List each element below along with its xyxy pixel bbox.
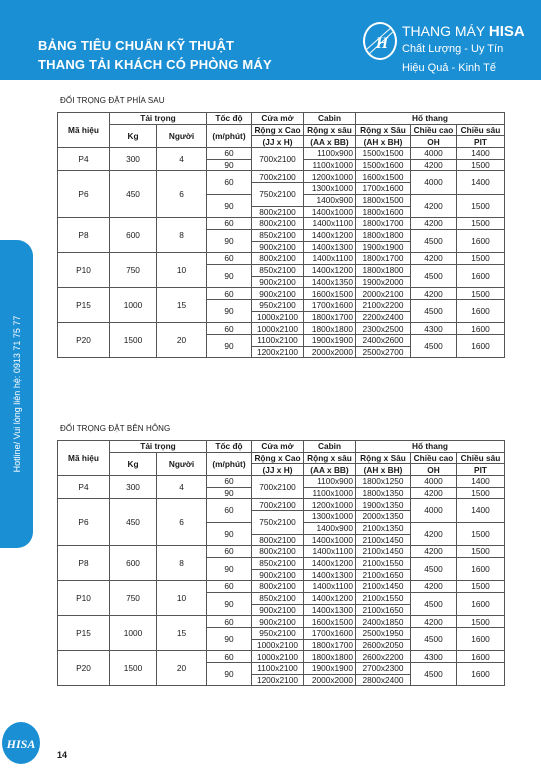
pit-cell: 1500	[457, 194, 505, 217]
persons-cell: 8	[157, 546, 207, 581]
page-number: 14	[57, 750, 68, 760]
door-cell: 900x2100	[252, 604, 304, 616]
col-header-door: Cửa mở	[252, 113, 304, 125]
door-cell: 850x2100	[252, 557, 304, 569]
model-code-cell: P10	[58, 581, 110, 616]
persons-cell: 20	[157, 651, 207, 686]
cabin-cell: 1300x1000	[304, 511, 356, 523]
model-code-cell: P20	[58, 651, 110, 686]
speed-cell: 90	[207, 557, 252, 580]
shaft-size-cell: 2300x2500	[356, 323, 411, 335]
speed-cell: 60	[207, 218, 252, 230]
pit-cell: 1600	[457, 335, 505, 358]
col-header-mpm: (m/phút)	[207, 452, 252, 475]
col-header-pit-sub2: PIT	[457, 136, 505, 148]
cabin-cell: 1600x1500	[304, 616, 356, 628]
cabin-cell: 1700x1600	[304, 300, 356, 312]
door-cell: 750x2100	[252, 183, 304, 206]
cabin-cell: 1400x1300	[304, 569, 356, 581]
overhead-cell: 4200	[411, 546, 457, 558]
speed-cell: 60	[207, 323, 252, 335]
door-cell: 700x2100	[252, 476, 304, 499]
cabin-cell: 1400x1000	[304, 206, 356, 218]
shaft-size-cell: 2000x2100	[356, 288, 411, 300]
shaft-size-cell: 1800x1500	[356, 194, 411, 206]
shaft-size-cell: 2100x1450	[356, 581, 411, 593]
persons-cell: 10	[157, 253, 207, 288]
col-header-oh-sub2: OH	[411, 464, 457, 476]
shaft-size-cell: 1500x1500	[356, 148, 411, 160]
col-header-oh-sub1: Chiều cao	[411, 124, 457, 136]
cabin-cell: 1900x1900	[304, 335, 356, 347]
cabin-cell: 1800x1800	[304, 651, 356, 663]
speed-cell: 90	[207, 628, 252, 651]
cabin-cell: 1100x1000	[304, 487, 356, 499]
cabin-cell: 1400x1100	[304, 253, 356, 265]
speed-cell: 60	[207, 651, 252, 663]
col-header-cabin-sub1: Rộng x sâu	[304, 124, 356, 136]
col-header-kg: Kg	[110, 124, 157, 147]
shaft-size-cell: 2000x1350	[356, 511, 411, 523]
overhead-cell: 4000	[411, 476, 457, 488]
shaft-size-cell: 2500x2700	[356, 346, 411, 358]
persons-cell: 6	[157, 171, 207, 218]
persons-cell: 20	[157, 323, 207, 358]
load-kg-cell: 600	[110, 218, 157, 253]
pit-cell: 1500	[457, 487, 505, 499]
slogan-1: Chất Lượng - Uy Tín	[402, 43, 504, 55]
col-header-door-sub1: Rộng x Cao	[252, 124, 304, 136]
shaft-size-cell: 2100x1450	[356, 534, 411, 546]
shaft-size-cell: 2100x1650	[356, 604, 411, 616]
speed-cell: 60	[207, 148, 252, 160]
shaft-size-cell: 2100x1350	[356, 522, 411, 534]
spec-table-side	[57, 440, 505, 686]
pit-cell: 1600	[457, 663, 505, 686]
col-header-load: Tải trọng	[110, 441, 207, 453]
shaft-size-cell: 1900x1350	[356, 499, 411, 511]
load-kg-cell: 750	[110, 581, 157, 616]
page-header	[0, 0, 541, 80]
pit-cell: 1600	[457, 557, 505, 580]
persons-cell: 4	[157, 148, 207, 171]
model-code-cell: P6	[58, 499, 110, 546]
speed-cell: 60	[207, 499, 252, 522]
shaft-size-cell: 2200x2400	[356, 311, 411, 323]
pit-cell: 1600	[457, 651, 505, 663]
col-header-door-sub1: Rộng x Cao	[252, 452, 304, 464]
brand-block	[402, 24, 525, 76]
shaft-size-cell: 1800x1700	[356, 218, 411, 230]
hotline-tab	[0, 240, 33, 548]
speed-cell: 90	[207, 522, 252, 545]
load-kg-cell: 1000	[110, 616, 157, 651]
cabin-cell: 1400x1100	[304, 546, 356, 558]
speed-cell: 90	[207, 335, 252, 358]
load-kg-cell: 300	[110, 476, 157, 499]
overhead-cell: 4500	[411, 592, 457, 615]
shaft-size-cell: 1800x1700	[356, 253, 411, 265]
pit-cell: 1500	[457, 253, 505, 265]
speed-cell: 90	[207, 264, 252, 287]
shaft-size-cell: 2400x2600	[356, 335, 411, 347]
cabin-cell: 1400x1300	[304, 604, 356, 616]
pit-cell: 1600	[457, 264, 505, 287]
cabin-cell: 1300x1000	[304, 183, 356, 195]
shaft-size-cell: 1800x1350	[356, 487, 411, 499]
table-row	[58, 546, 505, 558]
overhead-cell: 4500	[411, 663, 457, 686]
col-header-cabin-sub1: Rộng x sâu	[304, 452, 356, 464]
table-row	[58, 218, 505, 230]
persons-cell: 10	[157, 581, 207, 616]
pit-cell: 1400	[457, 476, 505, 488]
col-header-door: Cửa mở	[252, 441, 304, 453]
door-cell: 1000x2100	[252, 639, 304, 651]
slogan-2: Hiệu Quả - Kinh Tế	[402, 62, 496, 74]
col-header-persons: Người	[157, 452, 207, 475]
col-header-cabin-sub2: (AA x BB)	[304, 464, 356, 476]
door-cell: 950x2100	[252, 628, 304, 640]
model-code-cell: P15	[58, 288, 110, 323]
door-cell: 1000x2100	[252, 311, 304, 323]
persons-cell: 4	[157, 476, 207, 499]
overhead-cell: 4500	[411, 335, 457, 358]
model-code-cell: P4	[58, 476, 110, 499]
cabin-cell: 1700x1600	[304, 628, 356, 640]
cabin-cell: 1400x900	[304, 522, 356, 534]
pit-cell: 1600	[457, 229, 505, 252]
overhead-cell: 4000	[411, 148, 457, 160]
shaft-size-cell: 2100x1550	[356, 557, 411, 569]
shaft-size-cell: 1800x1250	[356, 476, 411, 488]
persons-cell: 8	[157, 218, 207, 253]
footer-logo-icon	[2, 722, 40, 764]
door-cell: 800x2100	[252, 581, 304, 593]
col-header-door-sub2: (JJ x H)	[252, 136, 304, 148]
door-cell: 1100x2100	[252, 335, 304, 347]
persons-cell: 6	[157, 499, 207, 546]
shaft-size-cell: 1800x1600	[356, 206, 411, 218]
door-cell: 1100x2100	[252, 663, 304, 675]
door-cell: 1000x2100	[252, 323, 304, 335]
door-cell: 750x2100	[252, 511, 304, 534]
door-cell: 700x2100	[252, 148, 304, 171]
col-header-mpm: (m/phút)	[207, 124, 252, 147]
svg-text:HISA: HISA	[6, 737, 36, 751]
table-row	[58, 288, 505, 300]
cabin-cell: 1100x1000	[304, 159, 356, 171]
shaft-size-cell: 1500x1600	[356, 159, 411, 171]
load-kg-cell: 450	[110, 171, 157, 218]
col-header-kg: Kg	[110, 452, 157, 475]
overhead-cell: 4500	[411, 229, 457, 252]
col-header-shaft: Hố thang	[356, 113, 505, 125]
pit-cell: 1400	[457, 148, 505, 160]
shaft-size-cell: 2400x1850	[356, 616, 411, 628]
col-header-persons: Người	[157, 124, 207, 147]
shaft-size-cell: 1700x1600	[356, 183, 411, 195]
col-header-shaft-sub1: Rộng x Sâu	[356, 452, 411, 464]
speed-cell: 90	[207, 194, 252, 217]
overhead-cell: 4500	[411, 628, 457, 651]
shaft-size-cell: 1600x1500	[356, 171, 411, 183]
col-header-pit-sub1: Chiều sâu	[457, 452, 505, 464]
col-header-speed: Tốc độ	[207, 441, 252, 453]
cabin-cell: 2000x2000	[304, 674, 356, 686]
pit-cell: 1600	[457, 323, 505, 335]
pit-cell: 1600	[457, 300, 505, 323]
model-code-cell: P20	[58, 323, 110, 358]
door-cell: 850x2100	[252, 229, 304, 241]
speed-cell: 60	[207, 476, 252, 488]
col-header-shaft-sub2: (AH x BH)	[356, 464, 411, 476]
cabin-cell: 1400x1300	[304, 241, 356, 253]
pit-cell: 1500	[457, 288, 505, 300]
pit-cell: 1500	[457, 581, 505, 593]
door-cell: 900x2100	[252, 288, 304, 300]
overhead-cell: 4300	[411, 651, 457, 663]
door-cell: 900x2100	[252, 569, 304, 581]
model-code-cell: P4	[58, 148, 110, 171]
door-cell: 900x2100	[252, 616, 304, 628]
cabin-cell: 1800x1700	[304, 639, 356, 651]
shaft-size-cell: 2500x1950	[356, 628, 411, 640]
table-row	[58, 171, 505, 183]
door-cell: 850x2100	[252, 592, 304, 604]
cabin-cell: 1400x1200	[304, 229, 356, 241]
table-row	[58, 616, 505, 628]
col-header-speed: Tốc độ	[207, 113, 252, 125]
shaft-size-cell: 2100x1650	[356, 569, 411, 581]
hotline-text: Hotline/ Vui lòng liên hệ: 0913 71 75 77	[11, 315, 22, 473]
cabin-cell: 1800x1700	[304, 311, 356, 323]
table-row	[58, 476, 505, 488]
table-row	[58, 499, 505, 511]
col-header-cabin-sub2: (AA x BB)	[304, 136, 356, 148]
speed-cell: 90	[207, 159, 252, 171]
shaft-size-cell: 1900x1900	[356, 241, 411, 253]
cabin-cell: 1400x1100	[304, 218, 356, 230]
col-header-pit-sub1: Chiều sâu	[457, 124, 505, 136]
door-cell: 1200x2100	[252, 346, 304, 358]
load-kg-cell: 600	[110, 546, 157, 581]
col-header-model: Mã hiệu	[58, 113, 110, 148]
pit-cell: 1500	[457, 616, 505, 628]
cabin-cell: 1600x1500	[304, 288, 356, 300]
speed-cell: 60	[207, 253, 252, 265]
col-header-cabin: Cabin	[304, 441, 356, 453]
overhead-cell: 4200	[411, 159, 457, 171]
cabin-cell: 1400x1000	[304, 534, 356, 546]
load-kg-cell: 750	[110, 253, 157, 288]
col-header-oh-sub2: OH	[411, 136, 457, 148]
persons-cell: 15	[157, 288, 207, 323]
col-header-shaft-sub2: (AH x BH)	[356, 136, 411, 148]
cabin-cell: 1200x1000	[304, 499, 356, 511]
col-header-load: Tải trọng	[110, 113, 207, 125]
col-header-door-sub2: (JJ x H)	[252, 464, 304, 476]
speed-cell: 60	[207, 288, 252, 300]
shaft-size-cell: 2700x2300	[356, 663, 411, 675]
hisa-logo-icon	[363, 22, 397, 60]
overhead-cell: 4500	[411, 264, 457, 287]
section-title-rear: ĐỐI TRỌNG ĐẶT PHÍA SAU	[60, 96, 165, 105]
brand-name: THANG MÁY HISA	[402, 23, 525, 40]
speed-cell: 90	[207, 300, 252, 323]
col-header-oh-sub1: Chiều cao	[411, 452, 457, 464]
overhead-cell: 4200	[411, 581, 457, 593]
speed-cell: 60	[207, 546, 252, 558]
load-kg-cell: 1000	[110, 288, 157, 323]
table-row	[58, 148, 505, 160]
door-cell: 700x2100	[252, 499, 304, 511]
overhead-cell: 4200	[411, 522, 457, 545]
persons-cell: 15	[157, 616, 207, 651]
model-code-cell: P8	[58, 546, 110, 581]
speed-cell: 90	[207, 592, 252, 615]
table-row	[58, 323, 505, 335]
col-header-shaft: Hố thang	[356, 441, 505, 453]
model-code-cell: P15	[58, 616, 110, 651]
col-header-shaft-sub1: Rộng x Sâu	[356, 124, 411, 136]
door-cell: 800x2100	[252, 206, 304, 218]
speed-cell: 60	[207, 171, 252, 194]
door-cell: 1200x2100	[252, 674, 304, 686]
cabin-cell: 1400x1200	[304, 592, 356, 604]
shaft-size-cell: 2600x2050	[356, 639, 411, 651]
col-header-pit-sub2: PIT	[457, 464, 505, 476]
model-code-cell: P10	[58, 253, 110, 288]
shaft-size-cell: 2800x2400	[356, 674, 411, 686]
cabin-cell: 1400x1350	[304, 276, 356, 288]
door-cell: 900x2100	[252, 276, 304, 288]
shaft-size-cell: 2100x2200	[356, 300, 411, 312]
speed-cell: 90	[207, 229, 252, 252]
speed-cell: 90	[207, 487, 252, 499]
door-cell: 1000x2100	[252, 651, 304, 663]
title-line-1: BẢNG TIÊU CHUẨN KỸ THUẬT	[38, 38, 235, 53]
pit-cell: 1600	[457, 628, 505, 651]
shaft-size-cell: 1900x2000	[356, 276, 411, 288]
cabin-cell: 1400x1100	[304, 581, 356, 593]
pit-cell: 1500	[457, 546, 505, 558]
door-cell: 900x2100	[252, 241, 304, 253]
section-title-side: ĐỐI TRỌNG ĐẶT BÊN HÔNG	[60, 424, 171, 433]
pit-cell: 1600	[457, 592, 505, 615]
door-cell: 800x2100	[252, 218, 304, 230]
overhead-cell: 4300	[411, 323, 457, 335]
overhead-cell: 4200	[411, 616, 457, 628]
spec-table-rear	[57, 112, 505, 358]
overhead-cell: 4500	[411, 300, 457, 323]
overhead-cell: 4200	[411, 288, 457, 300]
cabin-cell: 1900x1900	[304, 663, 356, 675]
model-code-cell: P6	[58, 171, 110, 218]
col-header-model: Mã hiệu	[58, 441, 110, 476]
cabin-cell: 1400x1200	[304, 557, 356, 569]
speed-cell: 60	[207, 616, 252, 628]
load-kg-cell: 1500	[110, 323, 157, 358]
pit-cell: 1400	[457, 171, 505, 194]
col-header-cabin: Cabin	[304, 113, 356, 125]
load-kg-cell: 300	[110, 148, 157, 171]
pit-cell: 1500	[457, 159, 505, 171]
shaft-size-cell: 1800x1800	[356, 264, 411, 276]
door-cell: 800x2100	[252, 534, 304, 546]
table-row	[58, 581, 505, 593]
door-cell: 850x2100	[252, 264, 304, 276]
cabin-cell: 1400x1200	[304, 264, 356, 276]
shaft-size-cell: 2100x1450	[356, 546, 411, 558]
svg-text:H: H	[375, 35, 389, 52]
overhead-cell: 4200	[411, 253, 457, 265]
overhead-cell: 4200	[411, 218, 457, 230]
door-cell: 800x2100	[252, 546, 304, 558]
shaft-size-cell: 2100x1550	[356, 592, 411, 604]
table-row	[58, 253, 505, 265]
model-code-cell: P8	[58, 218, 110, 253]
table-row	[58, 651, 505, 663]
cabin-cell: 1400x900	[304, 194, 356, 206]
door-cell: 700x2100	[252, 171, 304, 183]
pit-cell: 1500	[457, 522, 505, 545]
pit-cell: 1400	[457, 499, 505, 522]
door-cell: 950x2100	[252, 300, 304, 312]
overhead-cell: 4200	[411, 194, 457, 217]
overhead-cell: 4000	[411, 499, 457, 522]
cabin-cell: 1100x900	[304, 476, 356, 488]
title-line-2: THANG TẢI KHÁCH CÓ PHÒNG MÁY	[38, 57, 272, 72]
cabin-cell: 2000x2000	[304, 346, 356, 358]
speed-cell: 90	[207, 663, 252, 686]
overhead-cell: 4000	[411, 171, 457, 194]
cabin-cell: 1200x1000	[304, 171, 356, 183]
overhead-cell: 4500	[411, 557, 457, 580]
load-kg-cell: 1500	[110, 651, 157, 686]
cabin-cell: 1800x1800	[304, 323, 356, 335]
door-cell: 800x2100	[252, 253, 304, 265]
cabin-cell: 1100x900	[304, 148, 356, 160]
shaft-size-cell: 2600x2200	[356, 651, 411, 663]
speed-cell: 60	[207, 581, 252, 593]
page-title	[38, 36, 272, 74]
overhead-cell: 4200	[411, 487, 457, 499]
pit-cell: 1500	[457, 218, 505, 230]
load-kg-cell: 450	[110, 499, 157, 546]
shaft-size-cell: 1800x1800	[356, 229, 411, 241]
